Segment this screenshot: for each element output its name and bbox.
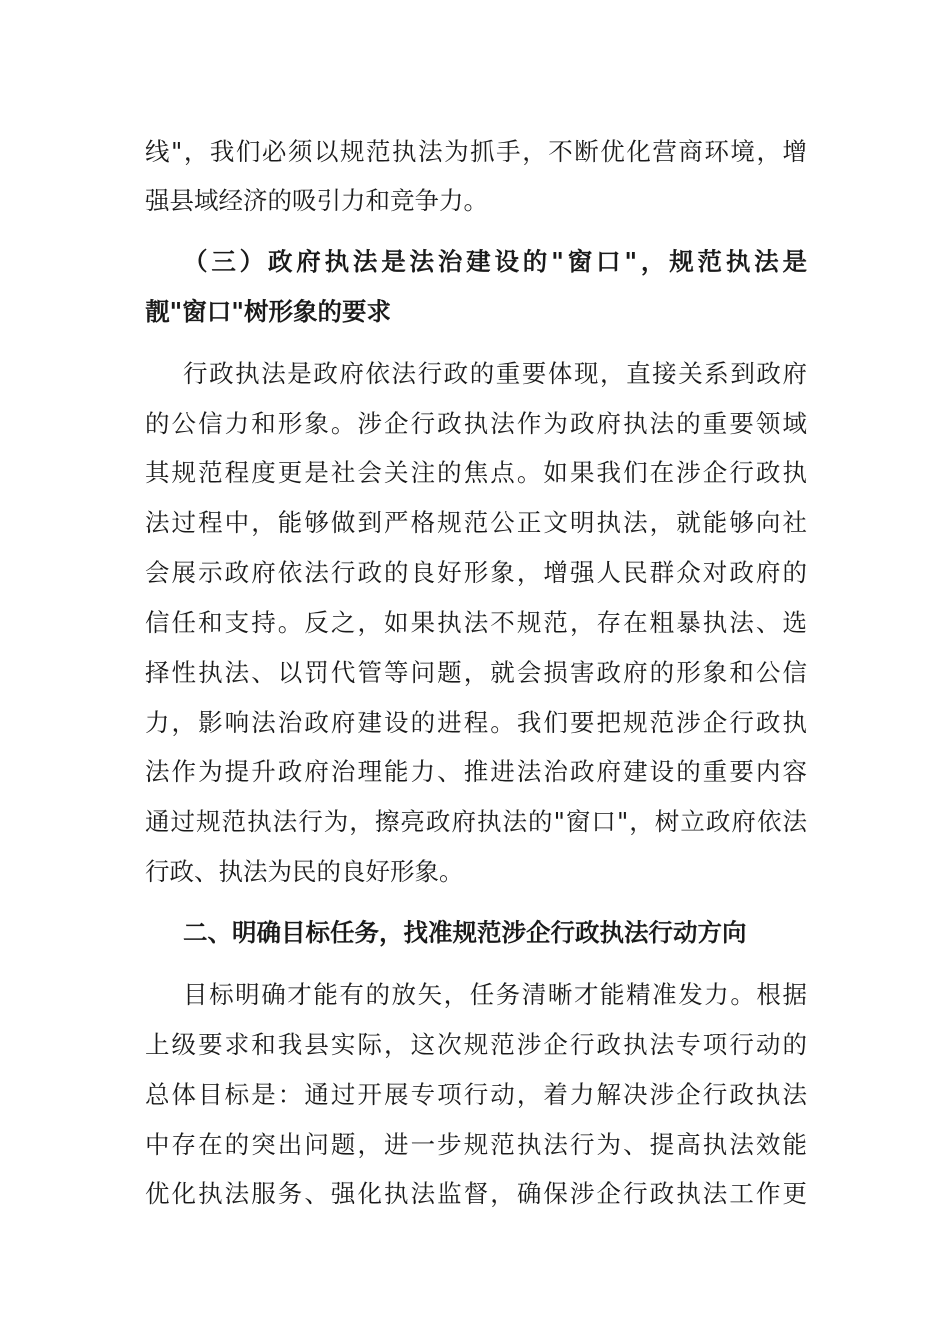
section-subheading: 靓"窗口"树形象的要求	[145, 297, 392, 326]
text-line: 行政执法是政府依法行政的重要体现，直接关系到政府	[183, 359, 807, 388]
text-line: 法过程中，能够做到严格规范公正文明执法，就能够向社	[145, 508, 807, 537]
text-line: 中存在的突出问题，进一步规范执法行为、提高执法效能	[145, 1130, 807, 1159]
text-line: 行政、执法为民的良好形象。	[145, 857, 464, 886]
text-line: 总体目标是：通过开展专项行动，着力解决涉企行政执法	[145, 1080, 807, 1109]
text-line: 通过规范执法行为，擦亮政府执法的"窗口"，树立政府依法	[145, 807, 807, 836]
text-line: 线"，我们必须以规范执法为抓手，不断优化营商环境，增	[145, 137, 807, 166]
text-line: 其规范程度更是社会关注的焦点。如果我们在涉企行政执	[145, 458, 807, 487]
text-line: 优化执法服务、强化执法监督，确保涉企行政执法工作更	[145, 1179, 807, 1208]
text-line: 信任和支持。反之，如果执法不规范，存在粗暴执法、选	[145, 608, 807, 637]
text-line: 会展示政府依法行政的良好形象，增强人民群众对政府的	[145, 558, 807, 587]
text-line: 上级要求和我县实际，这次规范涉企行政执法专项行动的	[145, 1030, 807, 1059]
section-subheading: （三）政府执法是法治建设的"窗口"，规范执法是	[183, 247, 807, 276]
text-line: 力，影响法治政府建设的进程。我们要把规范涉企行政执	[145, 708, 807, 737]
text-line: 法作为提升政府治理能力、推进法治政府建设的重要内容	[145, 757, 807, 786]
text-line: 强县域经济的吸引力和竞争力。	[145, 186, 488, 215]
text-line: 目标明确才能有的放矢，任务清晰才能精准发力。根据	[183, 980, 807, 1009]
text-line: 择性执法、以罚代管等问题，就会损害政府的形象和公信	[145, 658, 807, 687]
section-heading: 二、明确目标任务，找准规范涉企行政执法行动方向	[183, 918, 747, 947]
text-line: 的公信力和形象。涉企行政执法作为政府执法的重要领域	[145, 409, 807, 438]
